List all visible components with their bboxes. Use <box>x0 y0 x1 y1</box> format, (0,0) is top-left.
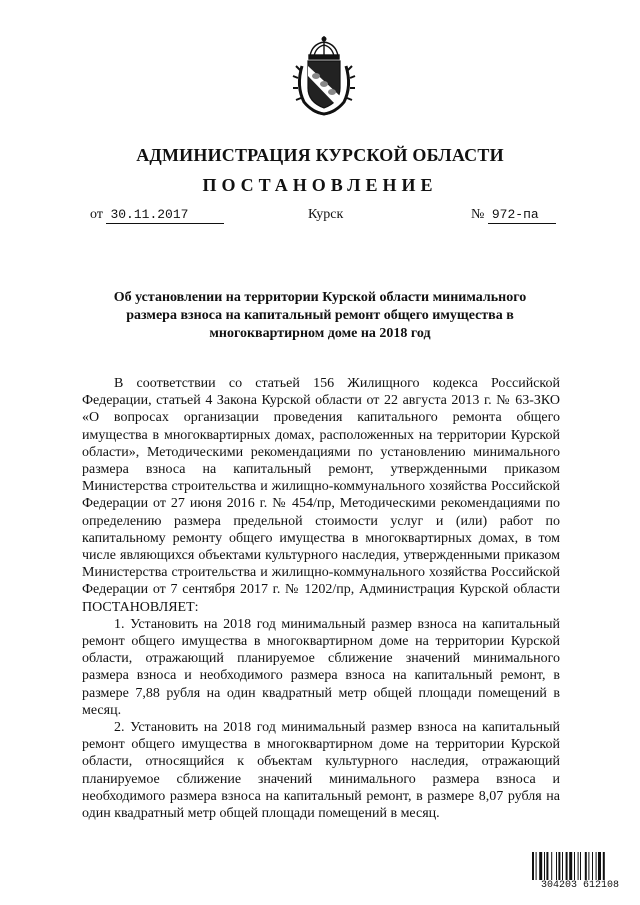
barcode-bar <box>578 852 579 882</box>
barcode-bar <box>592 852 593 882</box>
date-field <box>90 207 224 224</box>
barcode-bar <box>536 852 537 882</box>
number-prefix: № <box>471 207 485 222</box>
barcode-number: 304203 612108 <box>530 880 630 894</box>
barcode-bar <box>551 852 552 882</box>
document-type: ПОСТАНОВЛЕНИЕ <box>202 175 438 195</box>
clause-2-paragraph: 2. Установить на 2018 год минимальный размер взноса на капитальный ремонт общего имущества в многоквартирном доме на территории Курской области, относящийся к объектам культурного наследия, отражающий планируемое сближение значений минимального размера взноса и необходимого размера взноса на капитальный ремонт, в размере 8,07 рубля на один квадратный метр общей площади помещений в месяц. <box>82 720 560 822</box>
date-value: 30.11.2017 <box>106 207 224 224</box>
barcode-bar <box>562 852 563 882</box>
barcode-bar <box>558 852 560 882</box>
barcode-bar <box>539 852 542 882</box>
clause-1-paragraph: 1. Установить на 2018 год минимальный размер взноса на капитальный ремонт общего имущества в многоквартирном доме на территории Курской области, отражающий планируемое сближение значений минимального размера взноса и необходимого размера взноса на капитальный ремонт, в размере 7,88 рубля на один квадратный метр общей площади помещений в месяц. <box>82 616 560 718</box>
barcode-bar <box>566 852 568 882</box>
document-title: Об установлении на территории Курской области минимального размера взноса на капитальный ремонт общего имущества в многоквартирном доме на 2018 год <box>113 290 527 341</box>
preamble-paragraph: В соответствии со статьей 156 Жилищного кодекса Российской Федерации, статьей 4 Закона Курской области от 22 августа 2013 г. № 63-ЗКО «О вопросах организации проведения капитального ремонта общего имущества в многоквартирных домах, расположенных на территории Курской области», Методическими рекомендациями по установлению минимального размера взноса на капитальный ремонт, утвержденными приказом Министерства строительства и жилищно-коммунального хозяйства Российской Федерации от 27 июня 2016 г. № 454/пр, Методическими рекомендациями по определению размера предельной стоимости услуг и (или) работ по капитальному ремонту общего имущества в многоквартирных домах, в том числе являющихся объектами культурного наследия, утвержденными приказом Министерства строительства и жилищно-коммунального хозяйства Российской Федерации от 7 сентября 2017 г. № 1202/пр, Администрация Курской области ПОСТАНОВЛЯЕТ: <box>82 376 560 615</box>
barcode-bar <box>546 852 548 882</box>
coat-of-arms-icon <box>292 36 356 118</box>
barcode-bar <box>532 852 534 882</box>
barcode-bar <box>544 852 545 882</box>
barcode-bar <box>580 852 581 882</box>
document-body <box>82 375 560 822</box>
barcode-bar <box>603 852 605 882</box>
date-prefix: от <box>90 207 103 222</box>
barcode-bar <box>598 852 601 882</box>
barcode-bar <box>585 852 587 882</box>
barcode-bar <box>588 852 589 882</box>
barcode-bar <box>574 852 575 882</box>
organization-name: АДМИНИСТРАЦИЯ КУРСКОЙ ОБЛАСТИ <box>136 145 504 165</box>
number-value: 972-па <box>488 207 556 224</box>
barcode-bar <box>596 852 597 882</box>
city-name: Курск <box>308 207 344 222</box>
barcode-bar <box>556 852 557 882</box>
document-number-field <box>471 207 556 224</box>
barcode-bar <box>569 852 572 882</box>
